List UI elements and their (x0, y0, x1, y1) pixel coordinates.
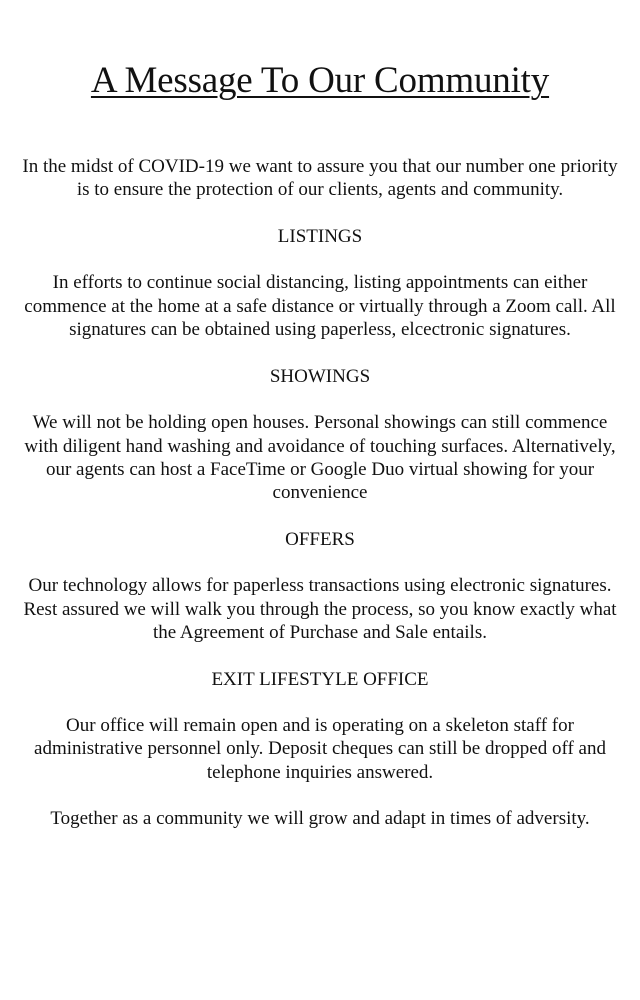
closing-paragraph: Together as a community we will grow and adapt in times of adversity. (50, 808, 590, 830)
section-listings (20, 225, 620, 341)
section-body-office: Our office will remain open and is operating on a skeleton staff for administrative personnel only. Deposit cheques can still be dropped off and telephone inquiries answered. (34, 715, 606, 783)
section-office (20, 668, 620, 784)
section-heading-offers: OFFERS (285, 528, 355, 550)
page-title: A Message To Our Community (90, 60, 550, 101)
section-heading-office: EXIT LIFESTYLE OFFICE (211, 668, 429, 690)
section-offers (20, 528, 620, 644)
section-heading-showings: SHOWINGS (269, 365, 371, 387)
section-heading-listings: LISTINGS (277, 225, 363, 247)
section-body-offers: Our technology allows for paperless transactions using electronic signatures. Rest assured we will walk you through the process, so you know exactly what the Agreement of Purchase and Sale entails. (23, 575, 617, 643)
intro-paragraph: In the midst of COVID-19 we want to assure you that our number one priority is to ensure the protection of our clients, agents and community. (22, 156, 618, 201)
section-body-listings: In efforts to continue social distancing, listing appointments can either commence at the home at a safe distance or virtually through a Zoom call. All signatures can be obtained using paperless, elcectronic signatures. (24, 272, 616, 341)
section-showings (20, 365, 620, 505)
section-body-showings: We will not be holding open houses. Personal showings can still commence with diligent hand washing and avoidance of touching surfaces. Alternatively, our agents can host a FaceTime or Google Duo virtual showing for your convenience (24, 412, 616, 504)
